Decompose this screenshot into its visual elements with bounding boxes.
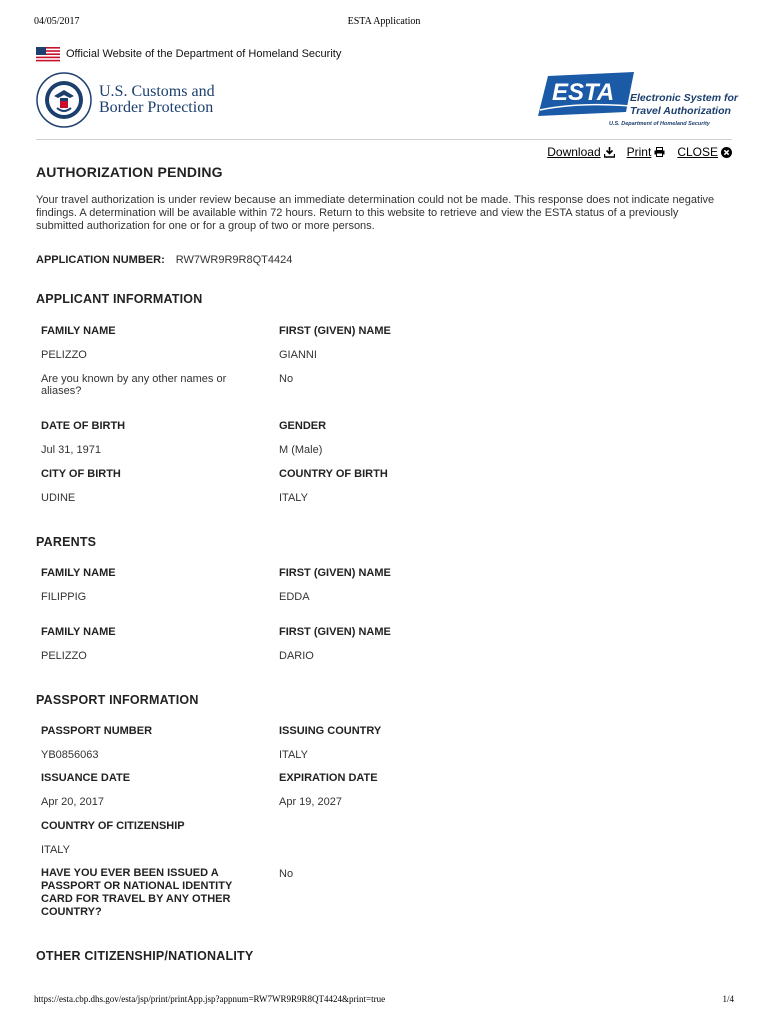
application-number-label: APPLICATION NUMBER:: [36, 254, 165, 266]
gov-banner-text: Official Website of the Department of Homeland Security: [66, 48, 342, 60]
gender-label: GENDER: [279, 420, 327, 432]
esta-badge-text: ESTA: [552, 79, 615, 106]
gender-value: M (Male): [279, 444, 323, 456]
country-of-birth-label: COUNTRY OF BIRTH: [279, 468, 388, 480]
status-heading: AUTHORIZATION PENDING: [36, 164, 223, 180]
application-number: [36, 254, 292, 266]
print-footer: [34, 994, 734, 1006]
application-number-value: RW7WR9R9R8QT4424: [175, 254, 293, 266]
aliases-answer: No: [279, 373, 294, 385]
applicant-section-title: APPLICANT INFORMATION: [36, 292, 203, 306]
status-message: Your travel authorization is under review because an immediate determination could not be made. This response does not indicate negative findings. A determination will be available within 72 hours. Return to this website to retrieve and view the ESTA status of a previously submitted authorization for one or for a group of two or more persons.: [36, 194, 715, 232]
download-label: Download: [547, 145, 601, 159]
parent2-first-value: DARIO: [279, 650, 314, 662]
print-url: https://esta.cbp.dhs.gov/esta/jsp/print/printApp.jsp?appnum=RW7WR9R9R8QT4424&print=true: [34, 994, 386, 1004]
print-header: [34, 16, 734, 30]
citizenship-value: ITALY: [41, 844, 70, 856]
dob-label: DATE OF BIRTH: [41, 420, 126, 432]
passport-number-value: YB0856063: [41, 749, 99, 761]
print-date: 04/05/2017: [34, 16, 80, 27]
header-divider: [36, 139, 732, 140]
download-icon: [604, 147, 615, 158]
print-title: ESTA Application: [347, 16, 421, 27]
expiration-date-label: EXPIRATION DATE: [279, 772, 378, 784]
download-link[interactable]: [547, 145, 614, 159]
city-of-birth-label: CITY OF BIRTH: [41, 468, 121, 480]
issuing-country-value: ITALY: [279, 749, 308, 761]
cbp-line-1: U.S. Customs and: [99, 83, 215, 100]
city-of-birth-value: UDINE: [41, 492, 76, 504]
parent1-family-label: FAMILY NAME: [41, 567, 116, 579]
esta-tagline: [630, 92, 738, 118]
issuance-date-label: ISSUANCE DATE: [41, 772, 131, 784]
citizenship-label: COUNTRY OF CITIZENSHIP: [41, 820, 185, 832]
esta-tagline-1: Electronic System for: [630, 92, 738, 104]
print-label: Print: [626, 145, 652, 159]
us-flag-icon: [36, 47, 60, 62]
gov-banner: [36, 45, 341, 63]
parent1-family-value: FILIPPIG: [41, 591, 87, 603]
close-label: CLOSE: [677, 145, 718, 159]
esta-tagline-2: Travel Authorization: [630, 105, 731, 117]
printer-icon: [654, 147, 665, 157]
applicant-first-label: FIRST (GIVEN) NAME: [279, 325, 391, 337]
issuance-date-value: Apr 20, 2017: [41, 796, 104, 808]
esta-logo: [538, 70, 738, 132]
close-link[interactable]: [677, 145, 732, 159]
close-icon: [721, 147, 732, 158]
expiration-date-value: Apr 19, 2027: [279, 796, 342, 808]
other-citizenship-section-title: OTHER CITIZENSHIP/NATIONALITY: [36, 949, 254, 963]
parents-section-title: PARENTS: [36, 535, 97, 549]
parent1-first-label: FIRST (GIVEN) NAME: [279, 567, 391, 579]
esta-dept: U.S. Department of Homeland Security: [609, 121, 710, 127]
print-link[interactable]: [627, 145, 666, 159]
issuing-country-label: ISSUING COUNTRY: [279, 725, 382, 737]
other-passport-question: HAVE YOU EVER BEEN ISSUED A PASSPORT OR NATIONAL IDENTITY CARD FOR TRAVEL BY ANY OTHER COUNTRY?: [41, 867, 233, 918]
applicant-first-value: GIANNI: [279, 349, 317, 361]
applicant-family-value: PELIZZO: [41, 349, 87, 361]
aliases-question: Are you known by any other names or aliases?: [41, 373, 227, 397]
parent2-family-value: PELIZZO: [41, 650, 87, 662]
parent2-family-label: FAMILY NAME: [41, 626, 116, 638]
dhs-seal-icon: [36, 72, 92, 128]
country-of-birth-value: ITALY: [279, 492, 308, 504]
passport-number-label: PASSPORT NUMBER: [41, 725, 153, 737]
parent1-first-value: EDDA: [279, 591, 310, 603]
page-number: 1/4: [722, 994, 734, 1004]
cbp-wordmark: [99, 84, 215, 116]
other-passport-answer: No: [279, 868, 294, 880]
dob-value: Jul 31, 1971: [41, 444, 101, 456]
applicant-family-label: FAMILY NAME: [41, 325, 116, 337]
cbp-line-2: Border Protection: [99, 99, 214, 116]
action-links: [547, 145, 732, 159]
esta-badge-icon: [538, 72, 634, 116]
cbp-logo: [36, 70, 215, 130]
parent2-first-label: FIRST (GIVEN) NAME: [279, 626, 391, 638]
passport-section-title: PASSPORT INFORMATION: [36, 693, 199, 707]
